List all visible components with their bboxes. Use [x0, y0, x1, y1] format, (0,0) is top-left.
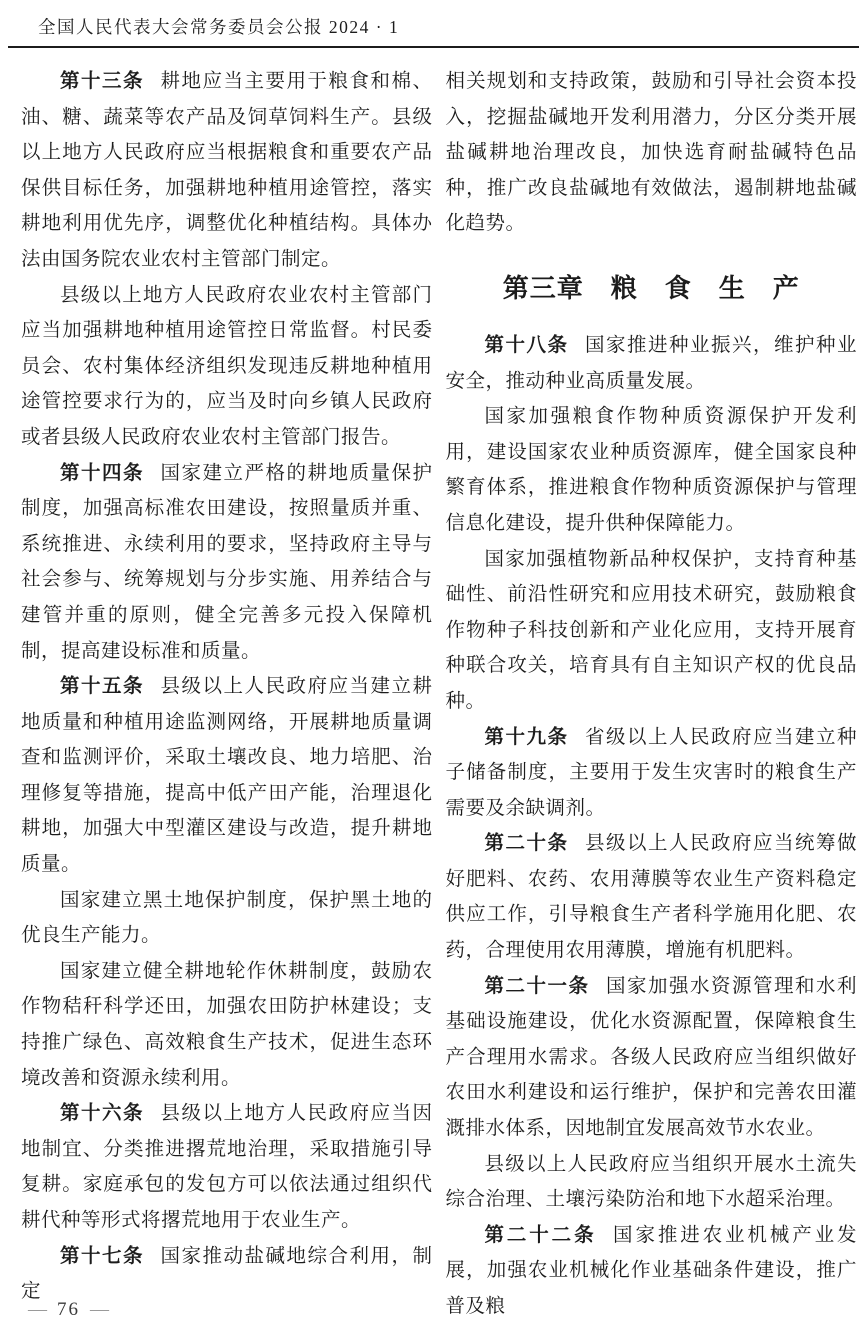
article-text: 国家建立黑土地保护制度，保护黑土地的优良生产能力。 [21, 889, 433, 947]
chapter-heading: 第三章 粮 食 生 产 [502, 272, 800, 303]
article-text: 省级以上人民政府应当建立种子储备制度，主要用于发生灾害时的粮食生产需要及余缺调剂。 [445, 726, 857, 819]
document-body [0, 48, 867, 1325]
page-number: 76 [57, 1299, 80, 1320]
article-paragraph [21, 883, 433, 954]
article-paragraph [21, 669, 433, 883]
article-paragraph [21, 456, 433, 670]
article-text: 国家推动盐碱地综合利用，制定 [21, 1245, 433, 1303]
article-number: 第十四条 [60, 461, 144, 484]
article-text: 耕地应当主要用于粮食和棉、油、糖、蔬菜等农产品及饲草饲料生产。县级以上地方人民政府应当根据粮食和重要农产品保供目标任务，加强耕地种植用途管控，落实耕地利用优先序，调整优化种植结构。具体办法由国务院农业农村主管部门制定。 [21, 71, 433, 270]
footer-dash-left: — [28, 1299, 47, 1320]
right-column [446, 64, 858, 1325]
article-number: 第二十一条 [484, 974, 590, 997]
article-continuation-paragraph [446, 64, 858, 242]
article-paragraph [21, 64, 433, 278]
article-paragraph [21, 278, 433, 456]
article-text: 国家加强植物新品种权保护，支持育种基础性、前沿性研究和应用技术研究，鼓励粮食作物种子科技创新和产业化应用，支持开展育种联合攻关，培育具有自主知识产权的优良品种。 [445, 548, 857, 712]
article-text: 县级以上地方人民政府应当因地制宜、分类推进撂荒地治理，采取措施引导复耕。家庭承包的发包方可以依法通过组织代耕代种等形式将撂荒地用于农业生产。 [21, 1103, 433, 1231]
left-column [21, 64, 433, 1325]
article-number: 第十九条 [484, 725, 569, 748]
article-text: 县级以上人民政府应当建立耕地质量和种植用途监测网络，开展耕地质量调查和监测评价，采取土壤改良、地力培肥、治理修复等措施，提高中低产田产能，治理退化耕地，加强大中型灌区建设与改造，提升耕地质量。 [21, 676, 433, 876]
article-number: 第二十条 [484, 832, 569, 855]
article-paragraph [446, 328, 858, 399]
article-text: 县级以上地方人民政府农业农村主管部门应当加强耕地种植用途管控日常监督。村民委员会、农村集体经济组织发现违反耕地种植用途管控要求行为的，应当及时向乡镇人民政府或者县级人民政府农业农村主管部门报告。 [21, 284, 433, 448]
article-paragraph [446, 399, 858, 541]
article-text: 国家加强粮食作物种质资源保护开发利用，建设国家农业种质资源库，健全国家良种繁育体系，推进粮食作物种质资源保护与管理信息化建设，提升供种保障能力。 [445, 406, 857, 534]
article-paragraph [446, 1218, 858, 1325]
article-paragraph [446, 542, 858, 720]
article-number: 第十三条 [60, 70, 144, 92]
footer-dash-right: — [90, 1299, 109, 1320]
article-number: 第十七条 [60, 1244, 144, 1267]
article-text: 县级以上人民政府应当组织开展水土流失综合治理、土壤污染防治和地下水超采治理。 [445, 1153, 857, 1211]
article-paragraph [446, 826, 858, 968]
gazette-title: 全国人民代表大会常务委员会公报 2024 · 1 [38, 17, 400, 37]
article-text: 国家推进种业振兴，维护种业安全，推动种业高质量发展。 [445, 334, 857, 392]
article-paragraph [21, 1096, 433, 1238]
article-paragraph [446, 720, 858, 827]
article-number: 第二十二条 [484, 1223, 597, 1246]
article-text: 国家建立严格的耕地质量保护制度，加强高标准农田建设，按照量质并重、系统推进、永续利用的要求，坚持政府主导与社会参与、统筹规划与分步实施、用养结合与建管并重的原则，健全完善多元投入保障机制，提高建设标准和质量。 [21, 462, 433, 662]
article-text: 国家加强水资源管理和水利基础设施建设，优化水资源配置，保障粮食生产合理用水需求。各级人民政府应当组织做好农田水利建设和运行维护，保护和完善农田灌溉排水体系，因地制宜发展高效节水农业。 [445, 975, 857, 1140]
article-text: 相关规划和支持政策，鼓励和引导社会资本投入，挖掘盐碱地开发利用潜力，分区分类开展盐碱耕地治理改良，加快选育耐盐碱特色品种，推广改良盐碱地有效做法，遏制耕地盐碱化趋势。 [445, 71, 857, 235]
article-number: 第十五条 [60, 675, 144, 698]
page-header [0, 0, 867, 39]
article-number: 第十八条 [484, 333, 569, 356]
article-text: 国家建立健全耕地轮作休耕制度，鼓励农作物秸秆科学还田，加强农田防护林建设；支持推广绿色、高效粮食生产技术，促进生态环境改善和资源永续利用。 [21, 960, 433, 1089]
article-text: 国家推进农业机械产业发展，加强农业机械化作业基础条件建设，推广普及粮 [445, 1224, 857, 1317]
article-paragraph [21, 954, 433, 1096]
article-paragraph [446, 1147, 858, 1218]
article-paragraph [446, 969, 858, 1147]
article-text: 县级以上人民政府应当统筹做好肥料、农药、农用薄膜等农业生产资料稳定供应工作，引导粮食生产者科学施用化肥、农药，合理使用农用薄膜，增施有机肥料。 [445, 833, 857, 962]
page-footer [28, 1299, 109, 1321]
article-number: 第十六条 [60, 1102, 144, 1125]
